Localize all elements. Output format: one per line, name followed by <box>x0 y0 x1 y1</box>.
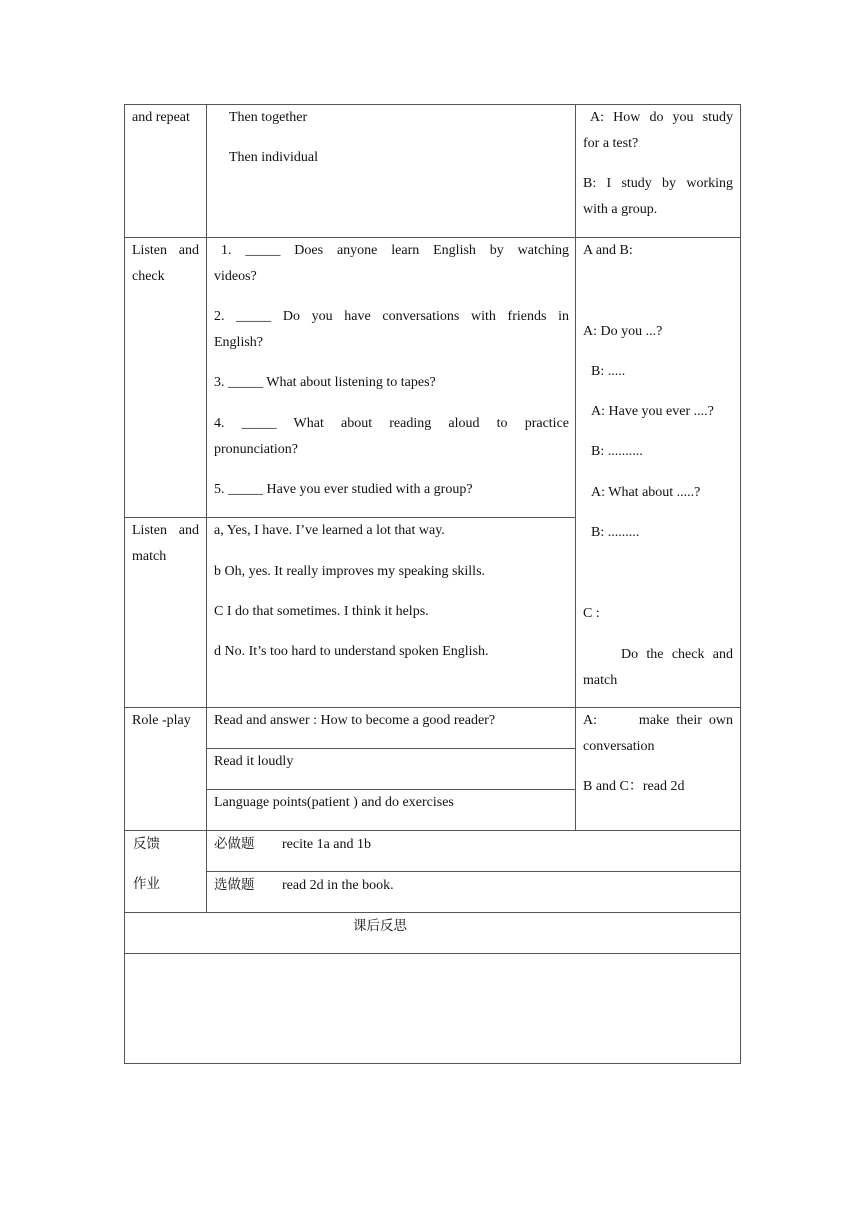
notes-line: B: ..... <box>591 364 626 379</box>
row-divider <box>124 912 741 913</box>
notes-c-line1: Do the check and <box>621 647 733 662</box>
column-divider <box>206 104 207 913</box>
homework-label: 作业 <box>133 876 160 892</box>
role-play-note-bc: B and C：read 2d <box>583 779 685 794</box>
column-divider <box>575 104 576 831</box>
question-1: 1. _____ Does anyone learn English by watching <box>221 243 569 258</box>
notes-line: A: Have you ever ....? <box>591 404 714 419</box>
question-2: 2. _____ Do you have conversations with friends in <box>214 309 569 324</box>
notes-line: B: .......... <box>591 444 643 459</box>
step-label-listen-match: Listen and <box>132 523 199 538</box>
notes-c-label: C : <box>583 606 600 621</box>
reflection-title: 课后反思 <box>353 918 407 934</box>
match-answer: d No. It’s too hard to understand spoken English. <box>214 644 489 659</box>
question-1-cont: videos? <box>214 269 257 284</box>
feedback-label: 反馈 <box>133 836 160 852</box>
role-play-note-a: A: make their own <box>583 713 733 728</box>
step-label-listen-check: Listen and <box>132 243 199 258</box>
step-label-repeat: and repeat <box>132 110 190 125</box>
question-4-cont: pronunciation? <box>214 442 298 457</box>
role-play-task: Language points(patient ) and do exercises <box>214 795 454 810</box>
optional-homework-label: 选做题 <box>214 877 255 893</box>
required-homework-text: recite 1a and 1b <box>282 837 372 852</box>
optional-homework-text: read 2d in the book. <box>282 878 394 893</box>
notes-heading: A and B: <box>583 243 633 258</box>
question-3: 3. _____ What about listening to tapes? <box>214 375 436 390</box>
table-border <box>124 1063 741 1064</box>
pair-a-line1: A: How do you study <box>590 110 733 125</box>
step-label-listen-match-2: match <box>132 549 167 564</box>
match-answer: b Oh, yes. It really improves my speaking skills. <box>214 564 486 579</box>
role-play-task: Read and answer : How to become a good reader? <box>214 713 496 728</box>
pair-b-line1: B: I study by working <box>583 176 733 191</box>
notes-line: A: Do you ...? <box>583 324 663 339</box>
step-label-listen-check-2: check <box>132 269 165 284</box>
activity-together: Then together <box>229 110 308 125</box>
pair-b-line2: with a group. <box>583 202 658 217</box>
notes-line: B: ......... <box>591 525 640 540</box>
row-divider <box>206 871 741 872</box>
question-2-cont: English? <box>214 335 263 350</box>
table-border <box>124 104 125 1064</box>
required-homework-label: 必做题 <box>214 836 255 852</box>
match-answer: a, Yes, I have. I’ve learned a lot that way. <box>214 523 445 538</box>
notes-c-line2: match <box>583 673 618 688</box>
table-border <box>740 104 741 1064</box>
question-5: 5. _____ Have you ever studied with a group? <box>214 482 473 497</box>
reflection-area <box>125 954 740 1063</box>
match-answer: C I do that sometimes. I think it helps. <box>214 604 429 619</box>
role-play-note-a-cont: conversation <box>583 739 655 754</box>
activity-individual: Then individual <box>229 150 319 165</box>
step-label-role-play: Role -play <box>132 713 191 728</box>
role-play-task: Read it loudly <box>214 754 294 769</box>
pair-a-line2: for a test? <box>583 136 639 151</box>
notes-line: A: What about .....? <box>591 485 701 500</box>
question-4: 4. _____ What about reading aloud to practice <box>214 416 569 431</box>
